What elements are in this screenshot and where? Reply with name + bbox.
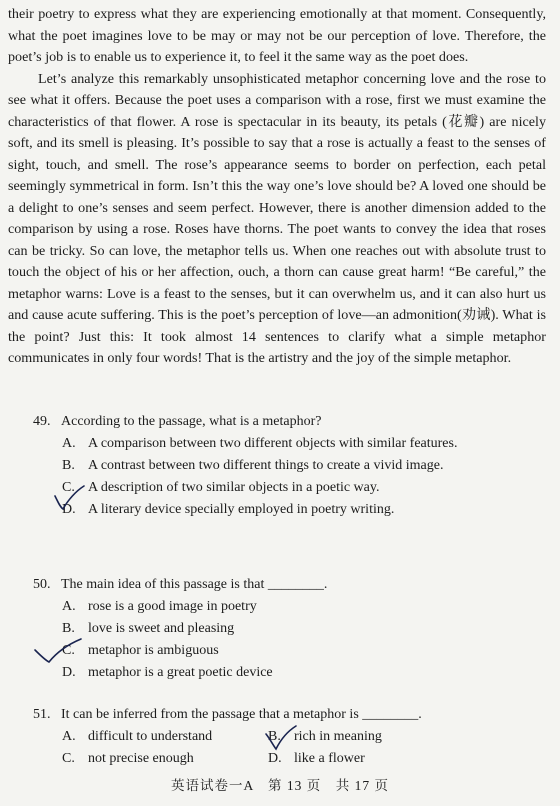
option-b[interactable] xyxy=(33,455,548,477)
option-c[interactable] xyxy=(33,640,548,662)
option-text: rich in meaning xyxy=(294,729,382,744)
option-text: A literary device specially employed in poetry writing. xyxy=(88,502,395,517)
question-text: It can be inferred from the passage that a metaphor is ________. xyxy=(61,707,422,722)
option-text: metaphor is ambiguous xyxy=(88,643,219,658)
question-number: 51. xyxy=(33,707,51,722)
option-text: rose is a good image in poetry xyxy=(88,599,257,614)
option-text: like a flower xyxy=(294,751,365,766)
option-row xyxy=(33,726,548,748)
option-a[interactable] xyxy=(62,726,212,748)
question-stem xyxy=(33,704,548,726)
option-text: A comparison between two different objects with similar features. xyxy=(88,436,458,451)
option-text: metaphor is a great poetic device xyxy=(88,665,273,680)
option-text: A contrast between two different things to create a vivid image. xyxy=(88,458,444,473)
option-letter: B. xyxy=(62,621,75,636)
option-letter: D. xyxy=(62,665,76,680)
option-d[interactable] xyxy=(33,662,548,684)
passage-paragraph-1: their poetry to express what they are experiencing emotionally at that moment. Consequently, what the poet imagines love to be may or may not be our perception of love. Therefore, the poet’s job is to enable us to experience it, to feel it the same way as the poet does. xyxy=(8,6,546,65)
question-49 xyxy=(33,411,548,521)
page-footer: 英语试卷一A 第 13 页 共 17 页 xyxy=(170,778,389,793)
option-a[interactable] xyxy=(33,596,548,618)
question-stem xyxy=(33,574,548,596)
option-b[interactable] xyxy=(268,726,382,748)
option-letter: C. xyxy=(62,751,75,766)
option-letter: B. xyxy=(62,458,75,473)
question-number: 49. xyxy=(33,414,51,429)
option-letter: B. xyxy=(268,729,281,744)
option-c[interactable] xyxy=(62,748,194,770)
question-text: According to the passage, what is a metaphor? xyxy=(61,414,322,429)
option-text: love is sweet and pleasing xyxy=(88,621,235,636)
reading-passage xyxy=(8,4,546,370)
option-letter: A. xyxy=(62,729,76,744)
option-letter: A. xyxy=(62,599,76,614)
option-letter: C. xyxy=(62,480,75,495)
option-c[interactable] xyxy=(33,477,548,499)
question-stem xyxy=(33,411,548,433)
option-b[interactable] xyxy=(33,618,548,640)
option-letter: D. xyxy=(268,751,282,766)
option-d[interactable] xyxy=(33,499,548,521)
option-a[interactable] xyxy=(33,433,548,455)
option-letter: D. xyxy=(62,502,76,517)
question-number: 50. xyxy=(33,577,51,592)
passage-paragraph-2: Let’s analyze this remarkably unsophisticated metaphor concerning love and the rose to see what it offers. Because the poet uses a comparison with a rose, first we must examine the characteristics of that flower. A rose is spectacular in its beauty, its petals (花瓣) are nicely soft, and its smell is pleasing. It’s possible to say that a rose is actually a feast to the senses of sight, touch, and smell. The rose’s appearance seems to border on perfection, each petal seemingly symmetrical in form. Isn’t this the way one’s love should be? A loved one should be a delight to one’s senses and seem perfect. However, there is another dimension added to the comparison by using a rose. Roses have thorns. The poet wants to convey the idea that roses can be tricky. So can love, the metaphor tells us. When one reaches out with absolute trust to touch the object of his or her affection, ouch, a thorn can cause great harm! “Be careful,” the metaphor warns: Love is a feast to the senses, but it can overwhelm us, and it can also hurt us and cause acute suffering. This is the poet’s perception of love—an admonition(劝诫). What is the point? Just this: It took almost 14 sentences to clarify what a simple metaphor communicates in only four words! That is the artistry and the joy of the simple metaphor. xyxy=(8,70,546,366)
option-text: A description of two similar objects in a poetic way. xyxy=(88,480,380,495)
option-text: not precise enough xyxy=(88,751,194,766)
option-d[interactable] xyxy=(268,748,365,770)
option-row xyxy=(33,748,548,770)
option-letter: C. xyxy=(62,643,75,658)
option-letter: A. xyxy=(62,436,76,451)
question-50 xyxy=(33,574,548,684)
question-text: The main idea of this passage is that ________. xyxy=(61,577,328,592)
option-text: difficult to understand xyxy=(88,729,213,744)
question-51 xyxy=(33,704,548,770)
